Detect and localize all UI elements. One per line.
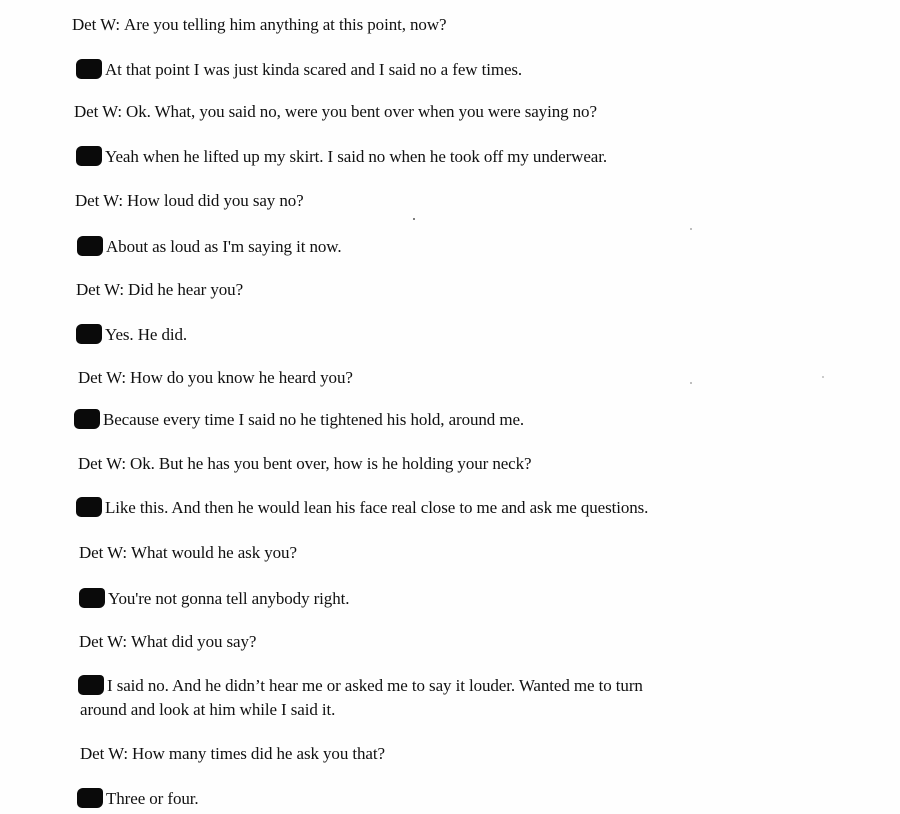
detective-label: Det W: bbox=[75, 191, 124, 210]
scan-speck bbox=[690, 382, 692, 384]
line-text: Did he hear you? bbox=[128, 280, 244, 299]
line-text: I said no. And he didn’t hear me or asked me to say it louder. Wanted me to turn bbox=[107, 676, 643, 695]
redacted-name-block bbox=[76, 146, 102, 166]
redacted-name-block bbox=[77, 236, 103, 256]
redacted-name-block bbox=[78, 675, 104, 695]
scan-speck bbox=[822, 376, 824, 378]
line-text: You're not gonna tell anybody right. bbox=[108, 589, 350, 608]
detective-label: Det W: bbox=[79, 632, 128, 651]
line-text: Ok. But he has you bent over, how is he holding your neck? bbox=[130, 454, 532, 473]
line-text: What did you say? bbox=[131, 632, 257, 651]
transcript-line-2 bbox=[76, 59, 522, 81]
transcript-line-7 bbox=[76, 279, 243, 301]
detective-label: Det W: bbox=[78, 454, 127, 473]
transcript-line-14 bbox=[79, 588, 349, 610]
detective-label: Det W: bbox=[80, 744, 129, 763]
line-text: Are you telling him anything at this point, now? bbox=[124, 15, 447, 34]
transcript-line-1 bbox=[72, 14, 446, 36]
line-text: around and look at him while I said it. bbox=[80, 700, 336, 719]
line-text: What would he ask you? bbox=[131, 543, 297, 562]
transcript-line-16 bbox=[78, 675, 643, 697]
line-text: Ok. What, you said no, were you bent over when you were saying no? bbox=[126, 102, 597, 121]
redacted-name-block bbox=[77, 788, 103, 808]
transcript-line-8 bbox=[76, 324, 187, 346]
transcript-line-17 bbox=[80, 699, 335, 721]
detective-label: Det W: bbox=[74, 102, 123, 121]
transcript-line-9 bbox=[78, 367, 353, 389]
redacted-name-block bbox=[79, 588, 105, 608]
detective-label: Det W: bbox=[76, 280, 125, 299]
transcript-line-6 bbox=[77, 236, 342, 258]
redacted-name-block bbox=[76, 324, 102, 344]
redacted-name-block bbox=[76, 59, 102, 79]
transcript-line-19 bbox=[77, 788, 199, 810]
line-text: How loud did you say no? bbox=[127, 191, 304, 210]
line-text: How do you know he heard you? bbox=[130, 368, 353, 387]
transcript-line-18 bbox=[80, 743, 385, 765]
transcript-line-12 bbox=[76, 497, 648, 519]
line-text: Three or four. bbox=[106, 789, 199, 808]
transcript-line-11 bbox=[78, 453, 531, 475]
transcript-line-3 bbox=[74, 101, 597, 123]
redacted-name-block bbox=[74, 409, 100, 429]
scan-speck bbox=[690, 228, 692, 230]
line-text: Yes. He did. bbox=[105, 325, 188, 344]
transcript-line-13 bbox=[79, 542, 297, 564]
line-text: Because every time I said no he tightened his hold, around me. bbox=[103, 410, 525, 429]
transcript-line-15 bbox=[79, 631, 256, 653]
transcript-line-4 bbox=[76, 146, 607, 168]
detective-label: Det W: bbox=[79, 543, 128, 562]
transcript-line-5 bbox=[75, 190, 304, 212]
line-text: At that point I was just kinda scared and I said no a few times. bbox=[105, 60, 523, 79]
scan-speck bbox=[413, 218, 415, 220]
line-text: About as loud as I'm saying it now. bbox=[106, 237, 342, 256]
redacted-name-block bbox=[76, 497, 102, 517]
line-text: Like this. And then he would lean his face real close to me and ask me questions. bbox=[105, 498, 649, 517]
line-text: How many times did he ask you that? bbox=[132, 744, 385, 763]
transcript-line-10 bbox=[74, 409, 524, 431]
detective-label: Det W: bbox=[78, 368, 127, 387]
line-text: Yeah when he lifted up my skirt. I said no when he took off my underwear. bbox=[105, 147, 607, 166]
detective-label: Det W: bbox=[72, 15, 121, 34]
